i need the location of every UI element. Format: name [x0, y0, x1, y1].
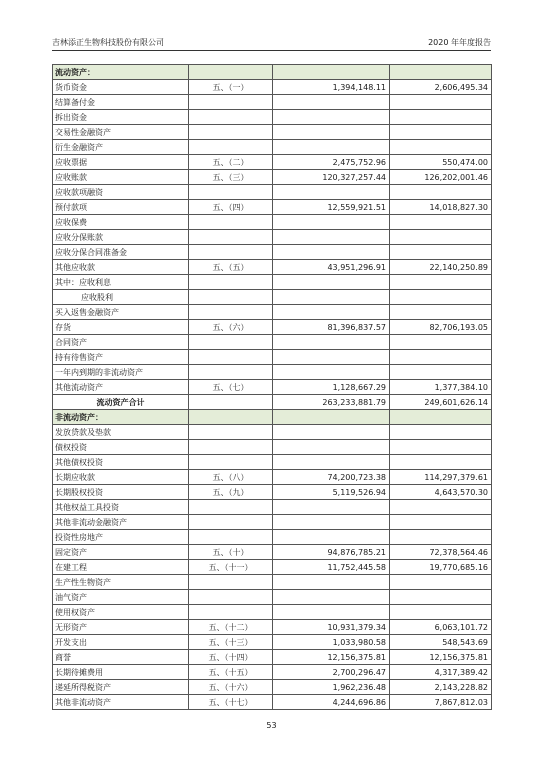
row-value-current — [273, 575, 390, 590]
table-row — [53, 560, 492, 575]
row-note: 五、（一） — [189, 80, 273, 95]
row-label: 拆出资金 — [53, 110, 189, 125]
row-value-current — [273, 65, 390, 80]
row-label: 买入返售金融资产 — [53, 305, 189, 320]
row-value-current: 11,752,445.58 — [273, 560, 390, 575]
row-value-current — [273, 230, 390, 245]
table-row — [53, 410, 492, 425]
table-row — [53, 110, 492, 125]
table-row — [53, 185, 492, 200]
row-value-current: 2,475,752.96 — [273, 155, 390, 170]
row-value-current — [273, 290, 390, 305]
page-number: 53 — [266, 721, 277, 730]
row-value-prior — [390, 65, 492, 80]
row-value-prior: 19,770,685.16 — [390, 560, 492, 575]
row-note — [189, 365, 273, 380]
row-value-current — [273, 95, 390, 110]
table-row — [53, 470, 492, 485]
row-value-prior — [390, 185, 492, 200]
row-value-prior: 126,202,001.46 — [390, 170, 492, 185]
row-value-current — [273, 335, 390, 350]
table-row — [53, 155, 492, 170]
row-label: 衍生金融资产 — [53, 140, 189, 155]
table-row — [53, 695, 492, 710]
row-label: 持有待售资产 — [53, 350, 189, 365]
row-label: 应收票据 — [53, 155, 189, 170]
table-row — [53, 170, 492, 185]
row-value-current — [273, 605, 390, 620]
row-note — [189, 590, 273, 605]
row-label: 非流动资产： — [53, 410, 189, 425]
row-value-prior — [390, 350, 492, 365]
row-value-prior — [390, 125, 492, 140]
row-note: 五、（七） — [189, 380, 273, 395]
table-row — [53, 485, 492, 500]
row-note — [189, 290, 273, 305]
table-row — [53, 365, 492, 380]
row-note — [189, 605, 273, 620]
row-value-prior — [390, 230, 492, 245]
row-value-current — [273, 590, 390, 605]
row-value-current — [273, 245, 390, 260]
row-value-prior — [390, 605, 492, 620]
table-row — [53, 650, 492, 665]
row-note: 五、（八） — [189, 470, 273, 485]
row-label: 流动资产： — [53, 65, 189, 80]
table-row — [53, 320, 492, 335]
row-label: 货币资金 — [53, 80, 189, 95]
row-label: 其他非流动资产 — [53, 695, 189, 710]
table-row — [53, 680, 492, 695]
row-label: 在建工程 — [53, 560, 189, 575]
row-value-current — [273, 185, 390, 200]
row-value-prior — [390, 530, 492, 545]
row-value-current — [273, 215, 390, 230]
row-label: 长期待摊费用 — [53, 665, 189, 680]
table-row — [53, 605, 492, 620]
row-value-prior: 2,143,228.82 — [390, 680, 492, 695]
row-value-prior: 548,543.69 — [390, 635, 492, 650]
row-value-current: 74,200,723.38 — [273, 470, 390, 485]
row-note: 五、（十一） — [189, 560, 273, 575]
row-label: 长期股权投资 — [53, 485, 189, 500]
row-value-current — [273, 425, 390, 440]
row-note — [189, 110, 273, 125]
balance-sheet-table — [52, 64, 492, 710]
balance-sheet-body — [53, 65, 492, 710]
table-row — [53, 575, 492, 590]
row-value-prior: 72,378,564.46 — [390, 545, 492, 560]
table-row — [53, 140, 492, 155]
table-row — [53, 665, 492, 680]
row-note — [189, 455, 273, 470]
row-value-current: 4,244,696.86 — [273, 695, 390, 710]
row-value-prior — [390, 95, 492, 110]
row-label: 应收分保账款 — [53, 230, 189, 245]
row-label: 无形资产 — [53, 620, 189, 635]
row-note — [189, 575, 273, 590]
row-value-current — [273, 410, 390, 425]
row-value-prior: 2,606,495.34 — [390, 80, 492, 95]
row-value-prior: 114,297,379.61 — [390, 470, 492, 485]
table-row — [53, 425, 492, 440]
row-value-prior: 4,643,570.30 — [390, 485, 492, 500]
row-value-prior — [390, 365, 492, 380]
row-value-current — [273, 455, 390, 470]
row-note: 五、（四） — [189, 200, 273, 215]
row-value-prior: 6,063,101.72 — [390, 620, 492, 635]
row-value-current: 120,327,257.44 — [273, 170, 390, 185]
row-note — [189, 425, 273, 440]
row-value-current: 1,128,667.29 — [273, 380, 390, 395]
row-value-current: 12,156,375.81 — [273, 650, 390, 665]
row-value-current — [273, 125, 390, 140]
row-value-prior — [390, 290, 492, 305]
row-value-current: 1,962,236.48 — [273, 680, 390, 695]
row-note: 五、（六） — [189, 320, 273, 335]
row-label: 债权投资 — [53, 440, 189, 455]
row-label: 结算备付金 — [53, 95, 189, 110]
table-row — [53, 455, 492, 470]
row-label: 流动资产合计 — [53, 395, 189, 410]
table-row — [53, 125, 492, 140]
table-row — [53, 500, 492, 515]
row-note: 五、（九） — [189, 485, 273, 500]
row-value-prior — [390, 245, 492, 260]
row-label: 其他应收款 — [53, 260, 189, 275]
table-row — [53, 380, 492, 395]
row-label: 应收股利 — [53, 290, 189, 305]
row-note: 五、（三） — [189, 170, 273, 185]
row-value-prior — [390, 275, 492, 290]
table-row — [53, 530, 492, 545]
table-row — [53, 275, 492, 290]
row-note: 五、（二） — [189, 155, 273, 170]
row-value-prior — [390, 575, 492, 590]
row-note — [189, 185, 273, 200]
report-title: 2020 年年度报告 — [428, 38, 491, 47]
row-label: 固定资产 — [53, 545, 189, 560]
row-value-current — [273, 305, 390, 320]
row-value-current: 263,233,881.79 — [273, 395, 390, 410]
row-note: 五、（十三） — [189, 635, 273, 650]
row-label: 生产性生物资产 — [53, 575, 189, 590]
row-note: 五、（十四） — [189, 650, 273, 665]
row-note — [189, 230, 273, 245]
row-note — [189, 500, 273, 515]
row-value-current: 94,876,785.21 — [273, 545, 390, 560]
row-value-prior — [390, 215, 492, 230]
row-value-prior: 1,377,384.10 — [390, 380, 492, 395]
row-note — [189, 335, 273, 350]
row-label: 开发支出 — [53, 635, 189, 650]
row-value-prior: 82,706,193.05 — [390, 320, 492, 335]
row-label: 投资性房地产 — [53, 530, 189, 545]
table-row — [53, 395, 492, 410]
row-value-current: 81,396,837.57 — [273, 320, 390, 335]
table-row — [53, 245, 492, 260]
row-value-current — [273, 530, 390, 545]
row-value-prior — [390, 515, 492, 530]
row-label: 其他权益工具投资 — [53, 500, 189, 515]
table-row — [53, 65, 492, 80]
row-value-prior — [390, 410, 492, 425]
row-label: 其他流动资产 — [53, 380, 189, 395]
row-value-current — [273, 110, 390, 125]
row-label: 应收分保合同准备金 — [53, 245, 189, 260]
row-value-prior — [390, 335, 492, 350]
table-row — [53, 635, 492, 650]
row-label: 预付款项 — [53, 200, 189, 215]
row-note — [189, 515, 273, 530]
row-note: 五、（十五） — [189, 665, 273, 680]
row-value-prior — [390, 110, 492, 125]
row-value-prior: 14,018,827.30 — [390, 200, 492, 215]
row-note: 五、（十六） — [189, 680, 273, 695]
row-value-current: 5,119,526.94 — [273, 485, 390, 500]
row-value-current: 43,951,296.91 — [273, 260, 390, 275]
row-note — [189, 410, 273, 425]
row-note — [189, 95, 273, 110]
row-label: 递延所得税资产 — [53, 680, 189, 695]
row-value-prior: 249,601,626.14 — [390, 395, 492, 410]
row-note — [189, 350, 273, 365]
page-header — [52, 36, 491, 51]
row-label: 其中：应收利息 — [53, 275, 189, 290]
row-note — [189, 395, 273, 410]
row-value-prior: 4,317,389.42 — [390, 665, 492, 680]
row-value-current: 12,559,921.51 — [273, 200, 390, 215]
row-note — [189, 530, 273, 545]
row-note — [189, 245, 273, 260]
table-row — [53, 350, 492, 365]
row-value-prior: 12,156,375.81 — [390, 650, 492, 665]
row-value-prior — [390, 440, 492, 455]
table-row — [53, 200, 492, 215]
company-name: 吉林添正生物科技股份有限公司 — [52, 38, 164, 47]
row-value-prior — [390, 425, 492, 440]
table-row — [53, 620, 492, 635]
table-row — [53, 590, 492, 605]
row-label: 应收保费 — [53, 215, 189, 230]
row-label: 其他债权投资 — [53, 455, 189, 470]
row-label: 合同资产 — [53, 335, 189, 350]
row-value-current — [273, 515, 390, 530]
row-value-prior: 22,140,250.89 — [390, 260, 492, 275]
table-row — [53, 440, 492, 455]
row-value-prior: 550,474.00 — [390, 155, 492, 170]
row-note: 五、（十七） — [189, 695, 273, 710]
row-value-current — [273, 440, 390, 455]
row-value-current — [273, 140, 390, 155]
row-label: 存货 — [53, 320, 189, 335]
row-note: 五、（十） — [189, 545, 273, 560]
row-value-current — [273, 365, 390, 380]
row-value-prior — [390, 500, 492, 515]
table-row — [53, 335, 492, 350]
table-row — [53, 215, 492, 230]
table-row — [53, 80, 492, 95]
row-value-prior — [390, 590, 492, 605]
row-value-current — [273, 275, 390, 290]
row-note: 五、（十二） — [189, 620, 273, 635]
row-value-prior: 7,867,812.03 — [390, 695, 492, 710]
row-label: 油气资产 — [53, 590, 189, 605]
row-value-prior — [390, 140, 492, 155]
row-value-current — [273, 350, 390, 365]
row-value-current: 2,700,296.47 — [273, 665, 390, 680]
row-value-current: 10,931,379.34 — [273, 620, 390, 635]
row-label: 长期应收款 — [53, 470, 189, 485]
row-label: 使用权资产 — [53, 605, 189, 620]
table-row — [53, 95, 492, 110]
table-row — [53, 545, 492, 560]
row-label: 应收款项融资 — [53, 185, 189, 200]
row-value-current — [273, 500, 390, 515]
row-note — [189, 65, 273, 80]
row-note — [189, 215, 273, 230]
row-note — [189, 440, 273, 455]
row-value-prior — [390, 305, 492, 320]
row-label: 交易性金融资产 — [53, 125, 189, 140]
row-note — [189, 305, 273, 320]
row-value-current: 1,033,980.58 — [273, 635, 390, 650]
row-label: 其他非流动金融资产 — [53, 515, 189, 530]
row-note — [189, 140, 273, 155]
row-label: 应收账款 — [53, 170, 189, 185]
table-row — [53, 260, 492, 275]
row-label: 商誉 — [53, 650, 189, 665]
row-note — [189, 125, 273, 140]
row-note — [189, 275, 273, 290]
table-row — [53, 305, 492, 320]
row-note: 五、（五） — [189, 260, 273, 275]
table-row — [53, 290, 492, 305]
table-row — [53, 230, 492, 245]
row-value-prior — [390, 455, 492, 470]
table-row — [53, 515, 492, 530]
row-value-current: 1,394,148.11 — [273, 80, 390, 95]
row-label: 一年内到期的非流动资产 — [53, 365, 189, 380]
row-label: 发放贷款及垫款 — [53, 425, 189, 440]
